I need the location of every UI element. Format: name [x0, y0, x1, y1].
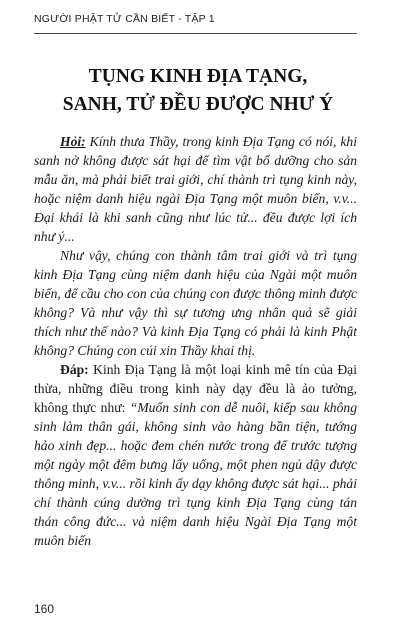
- question-paragraph-2: Như vậy, chúng con thành tâm trai giới và trì tụng kinh Địa Tạng cùng niệm danh hiệu của Ngài một muôn biến, để cầu cho con của chúng con được thông minh được không? Và như vậy thì sự tương ưng nhân quả sẽ giải thích như thế nào? Và kinh Địa Tạng có phải là kinh Phật không? Chúng con cúi xin Thầy khai thị.: [34, 248, 357, 358]
- answer-quote: “Muốn sinh con dễ nuôi, kiếp sau không sinh làm thân gái, không sinh vào hàng bần tiện, tướng hảo xinh đẹp... hoặc đem chén nước trong để trước tượng một ngày một đêm bưng lấy uống, một phen ngủ dậy được thông minh, v.v... rồi kinh ấy dạy không được sát hại... phải chí thành cúng dường trì tụng kinh Địa Tạng cùng tán thán công đức... và niệm danh hiệu Ngài Địa Tạng một muôn biến: [34, 400, 357, 548]
- page-number: 160: [34, 602, 55, 616]
- question-text-1: Kính thưa Thầy, trong kinh Địa Tạng có nói, khi sanh nở không được sát hại để tìm vật bổ dưỡng cho sản mẫu ăn, mà phải biết trai giới, chí thành trì tụng kinh này, hoặc niệm danh hiệu ngài Địa Tạng một muôn biến, v.v... Đại khái là khi sanh cũng như lúc tử... đều được lợi ích như ý...: [34, 134, 357, 244]
- question-label: Hỏi:: [60, 134, 86, 149]
- chapter-title-line-1: TỤNG KINH ĐỊA TẠNG,: [88, 66, 308, 87]
- answer-label: Đáp:: [60, 362, 89, 377]
- chapter-title-line-2: SANH, TỬ ĐỀU ĐƯỢC NHƯ Ý: [62, 94, 334, 115]
- question-paragraph-1: [34, 132, 357, 246]
- answer-paragraph: [34, 360, 357, 550]
- header-divider: [34, 33, 357, 34]
- body-text: [34, 132, 357, 550]
- running-header: NGƯỜI PHẬT TỬ CẦN BIẾT - TẬP 1: [34, 13, 215, 25]
- answer-text: Kinh Địa Tạng là một loại kinh mê tín của Đại thừa, những điều trong kinh này dạy đều là ảo tưởng, không thực như:: [34, 362, 357, 415]
- chapter-title: [30, 63, 366, 119]
